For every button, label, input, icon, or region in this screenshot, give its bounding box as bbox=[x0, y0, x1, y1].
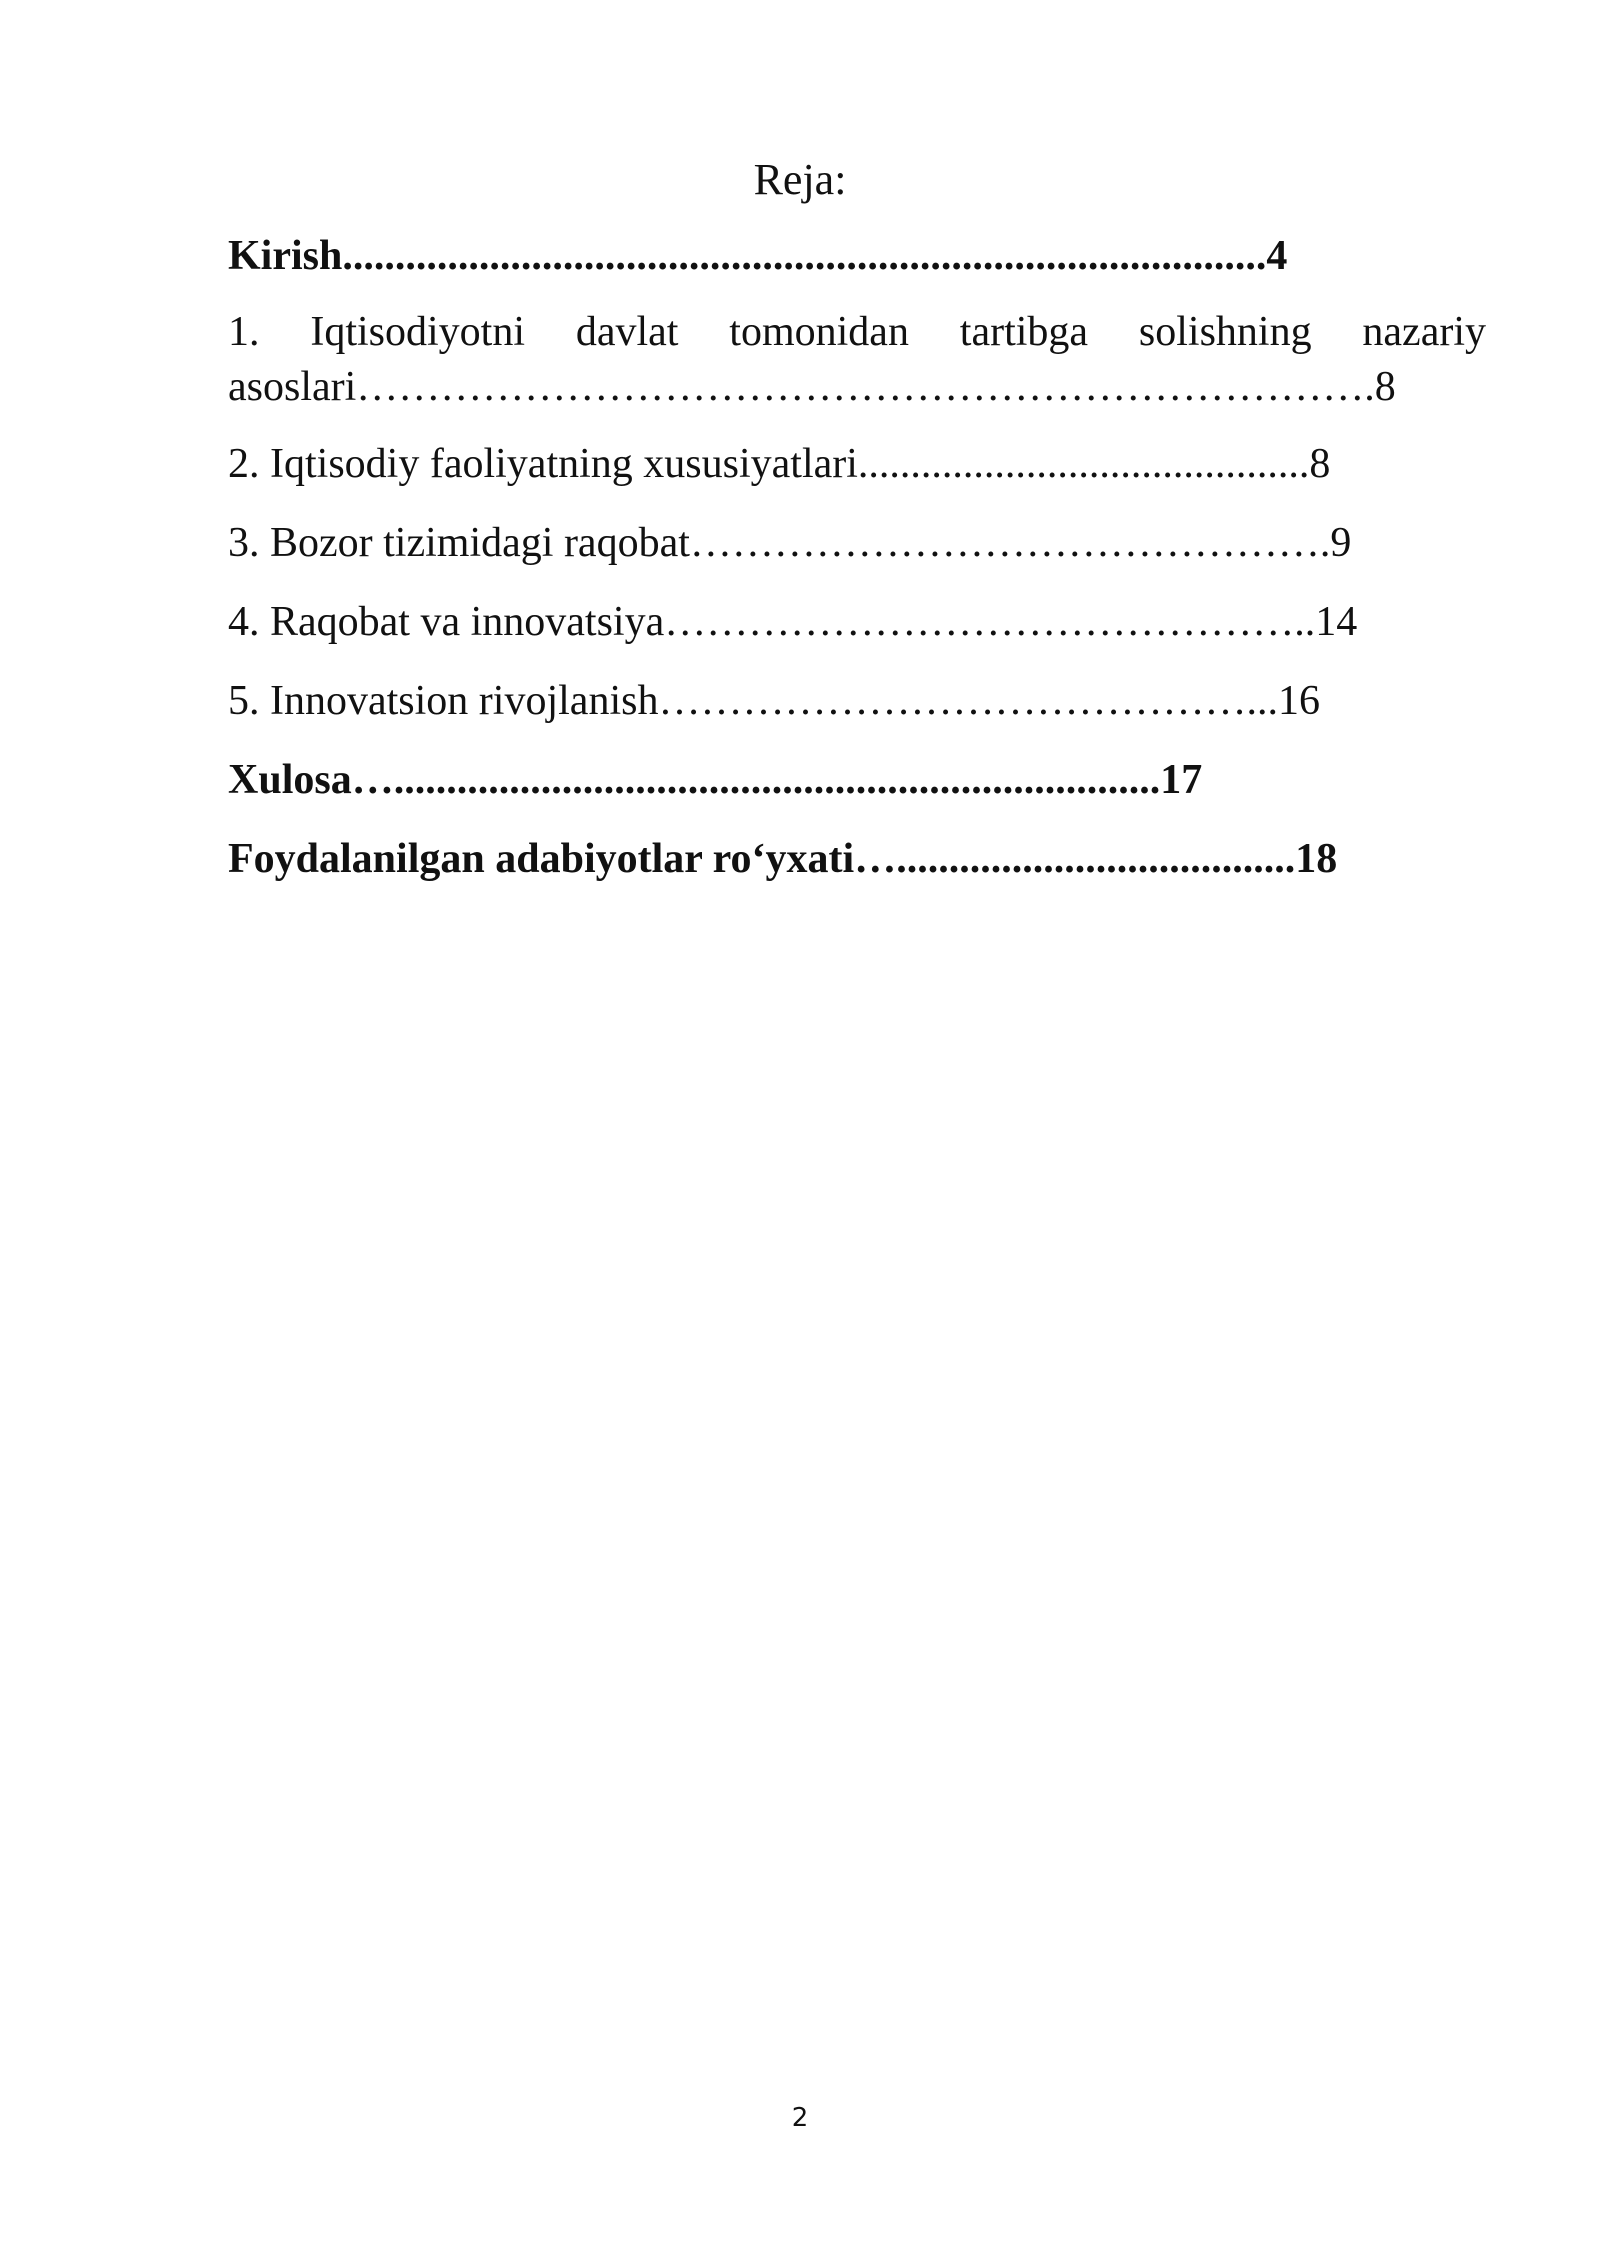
toc-entry-label: Xulosa bbox=[228, 757, 352, 803]
toc-entry-leader: ………………………………………. bbox=[689, 520, 1331, 566]
toc-entry-page: 9 bbox=[1330, 520, 1352, 566]
toc-entry-leader: ........................................... bbox=[857, 441, 1310, 487]
toc-entry-leader: ……………………………………... bbox=[658, 678, 1278, 724]
page-title: Reja: bbox=[753, 155, 847, 204]
toc-entry-2 bbox=[228, 436, 1486, 492]
toc-entry-leader: …...................................... bbox=[854, 836, 1296, 882]
toc-entry-page: 17 bbox=[1160, 757, 1203, 803]
toc-entry-label: Kirish bbox=[228, 233, 343, 279]
toc-entry-5 bbox=[228, 673, 1486, 729]
toc-entry-page: 8 bbox=[1309, 441, 1331, 487]
toc-entry-page: 4 bbox=[1266, 233, 1288, 279]
toc-entry-3 bbox=[228, 515, 1486, 571]
toc-entry-label: 5. Innovatsion rivojlanish bbox=[228, 678, 659, 724]
table-of-contents bbox=[228, 228, 1486, 887]
toc-entry-page: 18 bbox=[1295, 836, 1338, 882]
toc-entry-leader: ………………………………………………………………. bbox=[356, 364, 1375, 410]
toc-entry-label: 4. Raqobat va innovatsiya bbox=[228, 599, 665, 645]
toc-entry-kirish bbox=[228, 228, 1486, 284]
toc-entry-adabiyotlar bbox=[228, 831, 1486, 887]
toc-entry-label: 3. Bozor tizimidagi raqobat bbox=[228, 520, 690, 566]
toc-entry-leader: ........................................................................................ bbox=[342, 233, 1267, 279]
toc-entry-page: 14 bbox=[1315, 599, 1358, 645]
toc-entry-page: 16 bbox=[1277, 678, 1320, 724]
toc-entry-4 bbox=[228, 594, 1486, 650]
toc-entry-leader: …......................................................................... bbox=[351, 757, 1161, 803]
toc-entry-1 bbox=[228, 305, 1486, 415]
toc-entry-label: 2. Iqtisodiy faoliyatning xususiyatlari bbox=[228, 441, 858, 487]
page-number: 2 bbox=[791, 2103, 809, 2133]
toc-entry-label: Foydalanilgan adabiyotlar ro‘yxati bbox=[228, 836, 855, 882]
toc-entry-label: 1. Iqtisodiyotni davlat tomonidan tartibga solishning nazariy asoslari bbox=[228, 309, 1486, 410]
toc-entry-page: 8 bbox=[1374, 364, 1396, 410]
toc-entry-xulosa bbox=[228, 752, 1486, 808]
toc-entry-leader: ……………………………………….. bbox=[664, 599, 1316, 645]
